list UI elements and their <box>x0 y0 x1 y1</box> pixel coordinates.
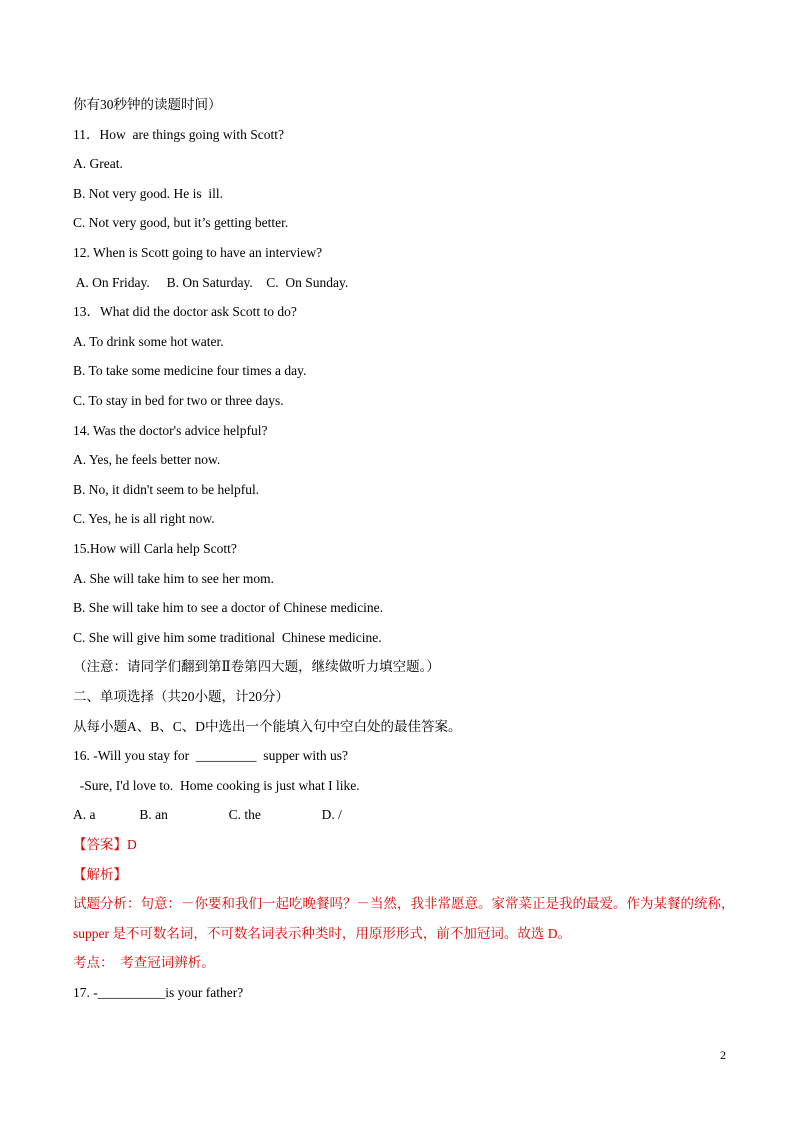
text-line: 14. Was the doctor's advice helpful? <box>73 423 268 438</box>
text-line: supper 是不可数名词，不可数名词表示种类时，用原形形式，前不加冠词。故选 D。 <box>73 926 571 941</box>
text-line: 二、单项选择（共20小题，计20分） <box>73 689 289 704</box>
text-line: -Sure, I'd love to. Home cooking is just what I like. <box>73 778 360 793</box>
text-line: 【答案】D <box>73 837 137 852</box>
text-line: 从每小题A、B、C、D中选出一个能填入句中空白处的最佳答案。 <box>73 719 462 734</box>
text-line: B. No, it didn't seem to be helpful. <box>73 482 260 497</box>
text-line: A. She will take him to see her mom. <box>73 571 274 586</box>
text-line: 【解析】 <box>73 867 127 882</box>
text-line: 13．What did the doctor ask Scott to do? <box>73 304 297 319</box>
text-line: 考点： 考查冠词辨析。 <box>73 955 215 970</box>
text-line: B. Not very good. He is ill. <box>73 186 223 201</box>
text-line: 17. -__________is your father? <box>73 985 244 1000</box>
text-line: B. To take some medicine four times a day. <box>73 363 307 378</box>
text-line: C. To stay in bed for two or three days. <box>73 393 284 408</box>
text-line: 11．How are things going with Scott? <box>73 127 284 142</box>
text-line: C. She will give him some traditional Chinese medicine. <box>73 630 382 645</box>
text-line: （注意：请同学们翻到第Ⅱ卷第四大题，继续做听力填空题。） <box>73 659 440 674</box>
text-line: A. On Friday. B. On Saturday. C. On Sunday. <box>73 275 349 290</box>
text-line: C. Not very good, but it’s getting better. <box>73 215 289 230</box>
text-line: 你有30秒钟的读题时间） <box>73 97 222 112</box>
text-line: C. Yes, he is all right now. <box>73 511 215 526</box>
text-line: A. To drink some hot water. <box>73 334 224 349</box>
text-line: 试题分析：句意：－你要和我们一起吃晚餐吗？－当然，我非常愿意。家常菜正是我的最爱。作为某餐的统称， <box>73 896 735 911</box>
text-line: 15.How will Carla help Scott? <box>73 541 237 556</box>
text-line: 12. When is Scott going to have an interview? <box>73 245 323 260</box>
page-number: 2 <box>720 1048 726 1062</box>
text-line: A. Great. <box>73 156 123 171</box>
text-line: 16. -Will you stay for _________ supper with us? <box>73 748 349 763</box>
text-line: B. She will take him to see a doctor of Chinese medicine. <box>73 600 384 615</box>
text-line: A. Yes, he feels better now. <box>73 452 221 467</box>
text-line: A. a B. an C. the D. / <box>73 807 342 822</box>
